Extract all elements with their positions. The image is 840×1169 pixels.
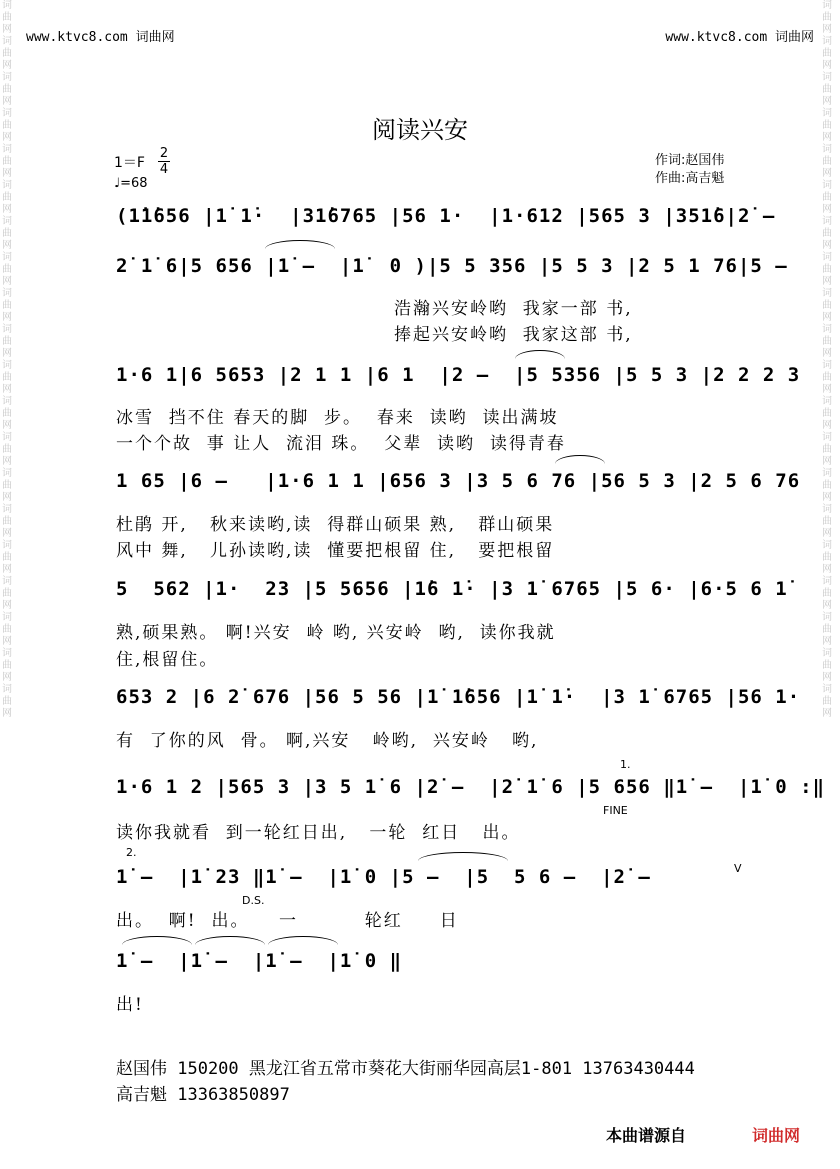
lyric-row-5-line2: 住,根留住。 (116, 650, 219, 670)
song-title: 阅读兴安 (372, 116, 468, 144)
score-row-9: 1̇ – |1̇ – |1̇ – |1̇ 0 ‖ (116, 950, 403, 972)
volta-1: 1. (620, 758, 631, 771)
lyric-row-8-line1: 出。 啊! 出。 一 轮红 日 (116, 911, 459, 931)
fine-mark: FINE (603, 804, 628, 817)
header-site-right[interactable]: www.ktvc8.com 词曲网 (665, 30, 814, 45)
composer: 作曲:高吉魁 (655, 171, 725, 186)
lyric-row-2-line1: 浩瀚兴安岭哟 我家一部 书, (394, 299, 633, 319)
lyric-row-7-line1: 读你我就看 到一轮红日出, 一轮 红日 出。 (116, 823, 521, 843)
lyricist: 作词:赵国伟 (655, 153, 725, 168)
score-row-8: 1̇ – |1̇ 23 ‖1̇ – |1̇ 0 |5 – |5 5 6 – |2̇ – (116, 866, 651, 888)
ds-mark: D.S. (242, 894, 265, 907)
lyric-row-5-line1: 熟,硕果熟。 啊!兴安 岭 哟, 兴安岭 哟, 读你我就 (116, 623, 556, 643)
lyric-row-6-line1: 有 了你的风 骨。 啊,兴安 岭哟, 兴安岭 哟, (116, 731, 539, 751)
score-row-6: 653 2 |6 2̇ 676 |56 5 56 |1̇ 1̇656 |1̇ 1̇· |3 1̇ 6765 |56 1· (116, 686, 801, 708)
slur (515, 350, 565, 359)
header-site-left[interactable]: www.ktvc8.com 词曲网 (26, 30, 175, 45)
slur (418, 852, 508, 861)
slur (268, 936, 338, 945)
time-signature (158, 146, 170, 177)
score-row-1: (1̇1̇656 |1̇ 1̇· |31̇6765 |56 1· |1·612 |565 3 |351̇6|2̇ – (116, 205, 776, 227)
lyric-row-4-line2: 风中 舞, 儿孙读哟,读 懂要把根留 住, 要把根留 (116, 541, 555, 561)
watermark-left: 词曲网 词曲网 词曲网 词曲网 词曲网 词曲网 词曲网 词曲网 词曲网 词曲网 词曲网 词曲网 词曲网 词曲网 词曲网 词曲网 词曲网 词曲网 词曲网 词曲网 (2, 0, 12, 719)
score-row-3: 1·6 1|6 5653 |2 1 1 |6 1 |2 – |5 5356 |5 5 3 |2 2 2 3 (116, 364, 801, 386)
site-logo[interactable]: 词曲网 (752, 1126, 801, 1145)
score-row-4: 1 65 |6 – |1·6 1 1 |656 3 |3 5 6 76 |56 5 3 |2 5 6 76 (116, 470, 801, 492)
meter-bottom: 4 (159, 162, 169, 177)
volta-2: 2. (126, 846, 137, 859)
footer-contact-2: 高吉魁 13363850897 (116, 1085, 290, 1105)
slur (555, 455, 605, 464)
score-row-2: 2̇ 1̇ 6|5 656 |1̇ – |1̇ 0 )|5 5 356 |5 5 3 |2 5 1 76|5 – (116, 255, 788, 277)
watermark-right: 词曲网 词曲网 词曲网 词曲网 词曲网 词曲网 词曲网 词曲网 词曲网 词曲网 词曲网 词曲网 词曲网 词曲网 词曲网 词曲网 词曲网 词曲网 词曲网 词曲网 (822, 0, 832, 719)
tempo-mark: ♩=68 (114, 176, 148, 191)
lyric-row-3-line1: 冰雪 挡不住 春天的脚 步。 春来 读哟 读出满坡 (116, 408, 559, 428)
score-row-7: 1·6 1 2 |565 3 |3 5 1̇ 6 |2̇ – |2̇ 1̇ 6 |5 656 ‖1̇ – |1̇ 0 :‖ (116, 776, 826, 798)
meter-top: 2 (159, 146, 169, 161)
footer-contact-1: 赵国伟 150200 黑龙江省五常市葵花大街丽华园高层1-801 13763430444 (116, 1059, 695, 1079)
lyric-row-2-line2: 捧起兴安岭哟 我家这部 书, (394, 325, 633, 345)
key-signature: 1＝F (114, 155, 145, 171)
lyric-row-4-line1: 杜鹃 开, 秋来读哟,读 得群山硕果 熟, 群山硕果 (116, 515, 555, 535)
slur (195, 936, 265, 945)
score-row-5: 5 562 |1· 23 |5 5656 |1̇6 1̇· |3 1̇ 6765 |5 6· |6·5 6 1̇ (116, 578, 788, 600)
credits (655, 152, 724, 188)
source-label: 本曲谱源自 (606, 1126, 687, 1145)
lyric-row-9-line1: 出! (116, 995, 144, 1015)
slur (265, 240, 335, 249)
breath-mark: V (734, 862, 742, 875)
lyric-row-3-line2: 一个个故 事 让人 流泪 珠。 父辈 读哟 读得青春 (116, 434, 566, 454)
slur (122, 936, 192, 945)
